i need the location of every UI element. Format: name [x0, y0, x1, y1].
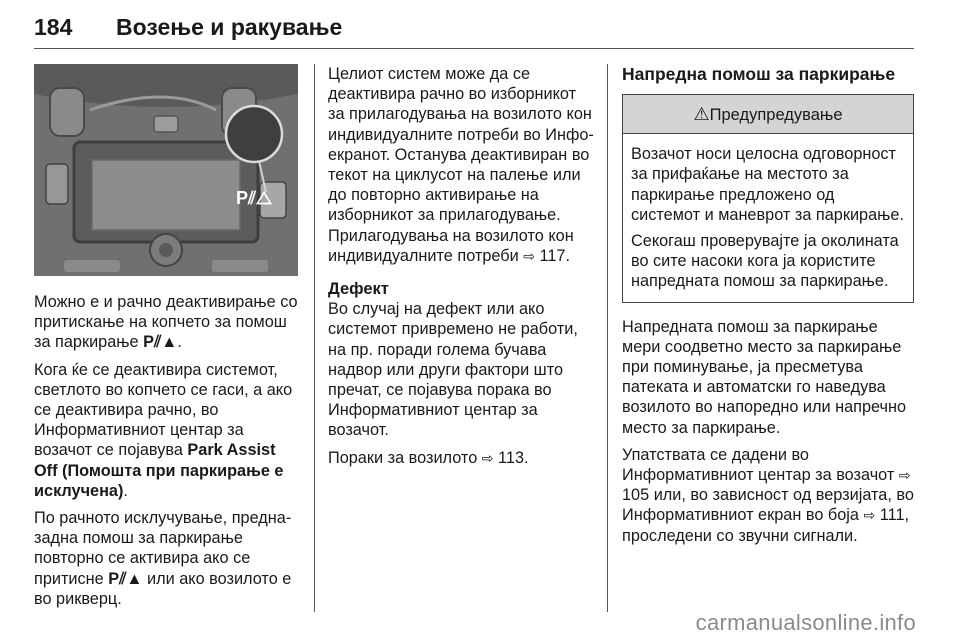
- page-number: 184: [34, 14, 73, 40]
- section-title: Напредна помош за паркирање: [622, 64, 896, 84]
- page-ref-icon: ⇨: [898, 467, 911, 484]
- paragraph: Напредната помош за паркирање мери соодветно место за паркирање при поминување, ја пресметува патеката и автоматски го наведува возилото во напоредно или напречно место за паркирање.: [622, 317, 907, 437]
- dashboard-photo: [34, 64, 298, 276]
- paragraph: Кога ќе се деактивира системот, светлото во копчето се гаси, а ако се деактивира рачно, во Информативниот центар за возачот се појавува Park Assist Off (Помошта при паркирање е исклучена).: [34, 360, 293, 500]
- column-1: [34, 292, 302, 616]
- column-3: [622, 64, 914, 553]
- warning-text: Возачот носи целосна одговорност за прифаќање на местото за паркирање предложено од системот и маневрот за паркирање.: [631, 145, 904, 224]
- section-heading: Дефект: [328, 280, 389, 299]
- column-divider: [314, 64, 315, 612]
- page-header: [34, 8, 914, 52]
- column-2: [328, 64, 596, 475]
- dashboard-illustration: [34, 64, 298, 276]
- warning-box: [622, 94, 914, 302]
- page-title: Возење и ракување: [116, 14, 343, 40]
- park-assist-button-icon: P⫽△: [235, 188, 273, 208]
- warning-body: [623, 134, 913, 301]
- page-ref[interactable]: 105: [622, 486, 650, 505]
- header-rule: [34, 48, 914, 49]
- paragraph: Пораки за возилото ⇨ 113.: [328, 448, 529, 467]
- warning-header: [623, 95, 913, 134]
- message-text: Park Assist Off (Помошта при паркирање е исклучена): [34, 441, 284, 500]
- warning-text: Секогаш проверувајте ја околината во сите насоки кога ја користите напредната помош за паркирање.: [631, 232, 899, 291]
- page-ref[interactable]: 113: [498, 448, 525, 467]
- warning-icon: ⚠: [693, 104, 710, 125]
- paragraph: Упатствата се дадени во Информативниот центар за возачот ⇨ 105 или, во зависност од верзијата, во Информативниот екран во боја ⇨ 111, проследени со звучни сигнали.: [622, 445, 914, 545]
- paragraph: По рачното исклучување, предна-задна помош за паркирање повторно се активира ако се притисне P⫽▲ или ако возилото е во рикверц.: [34, 509, 292, 608]
- paragraph: Во случај на дефект или ако системот привремено не работи, на пр. поради голема бучава надвор или други фактори што пречат, се појавува порака во Информативниот центар за возачот.: [328, 300, 578, 440]
- watermark: carmanualsonline.info: [695, 610, 916, 635]
- park-assist-icon: P⫽▲: [143, 333, 178, 352]
- paragraph: Можно е и рачно деактивирање со притискање на копчето за помош за паркирање P⫽▲.: [34, 293, 298, 352]
- column-divider: [607, 64, 608, 612]
- page-ref-icon: ⇨: [523, 247, 535, 264]
- park-assist-icon: P⫽▲: [108, 569, 143, 588]
- page-ref-icon: ⇨: [481, 449, 494, 466]
- paragraph: Целиот систем може да се деактивира рачно во изборникот за прилагодувања на возилото кон индивидуалните потреби во Инфо-екранот. Останува деактивиран во текот на циклусот на палење или до повторно активирање на изборникот за прилагодување. Прилагодувања на возилото кон индивидуалните потреби ⇨ 117.: [328, 65, 594, 265]
- page-ref[interactable]: 117: [539, 246, 566, 265]
- page-ref[interactable]: 111: [879, 506, 905, 525]
- page-ref-icon: ⇨: [863, 507, 876, 524]
- warning-title: Предупредување: [709, 106, 843, 125]
